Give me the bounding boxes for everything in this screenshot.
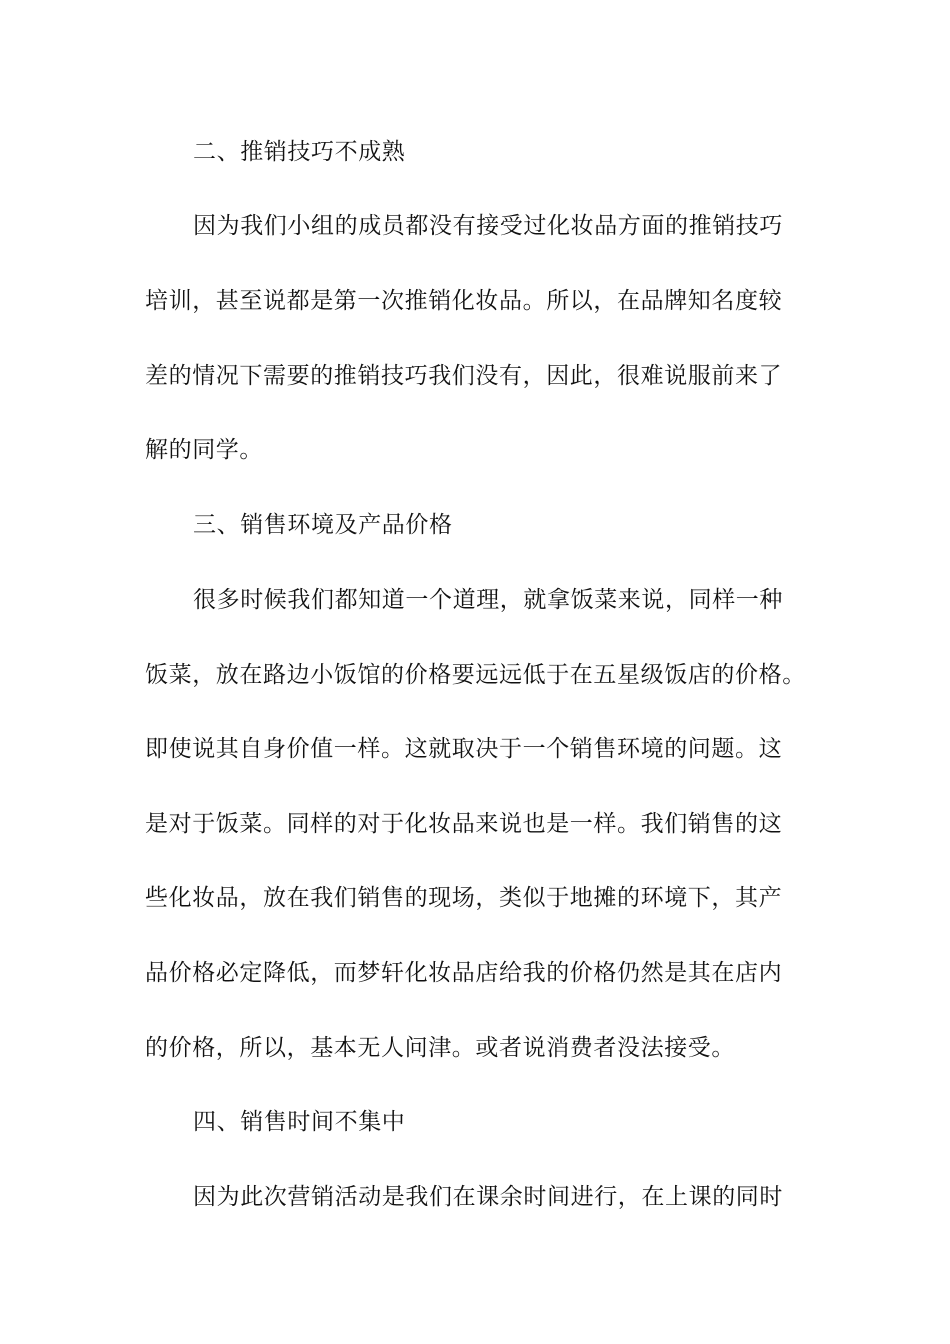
paragraph-line: 因为我们小组的成员都没有接受过化妆品方面的推销技巧 (193, 213, 783, 239)
paragraph-line: 因为此次营销活动是我们在课余时间进行，在上课的同时 (193, 1184, 783, 1210)
paragraph-line: 的价格，所以，基本无人问津。或者说消费者没法接受。 (145, 1035, 735, 1061)
paragraph-line: 很多时候我们都知道一个道理，就拿饭菜来说，同样一种 (193, 587, 783, 613)
section-heading-4: 四、销售时间不集中 (193, 1109, 406, 1135)
paragraph-line: 差的情况下需要的推销技巧我们没有，因此，很难说服前来了 (145, 363, 783, 389)
paragraph-line: 培训，甚至说都是第一次推销化妆品。所以，在品牌知名度较 (145, 288, 783, 314)
section-heading-3: 三、销售环境及产品价格 (193, 512, 453, 538)
paragraph-line: 些化妆品，放在我们销售的现场，类似于地摊的环境下，其产 (145, 885, 783, 911)
paragraph-line: 是对于饭菜。同样的对于化妆品来说也是一样。我们销售的这 (145, 811, 783, 837)
paragraph-line: 解的同学。 (145, 437, 263, 463)
paragraph-line: 品价格必定降低，而梦轩化妆品店给我的价格仍然是其在店内 (145, 960, 783, 986)
section-heading-2: 二、推销技巧不成熟 (193, 139, 406, 165)
paragraph-line: 饭菜，放在路边小饭馆的价格要远远低于在五星级饭店的价格。 (145, 662, 806, 688)
paragraph-line: 即使说其自身价值一样。这就取决于一个销售环境的问题。这 (145, 736, 783, 762)
